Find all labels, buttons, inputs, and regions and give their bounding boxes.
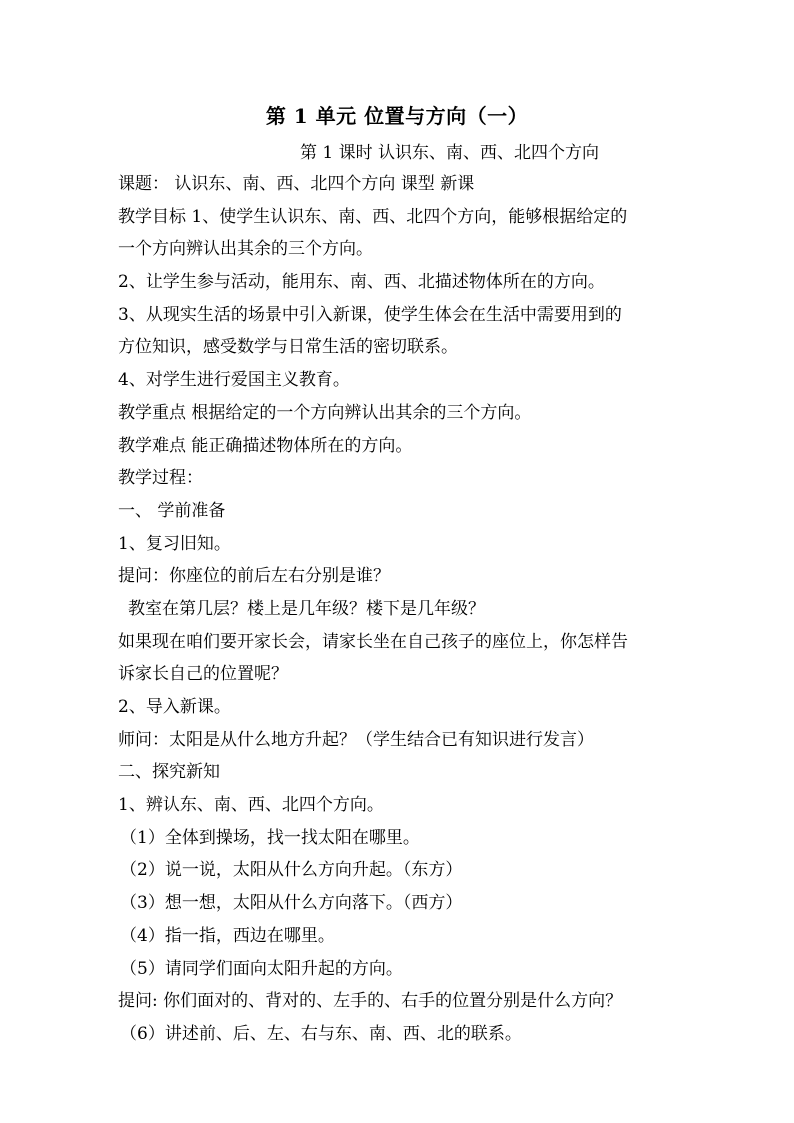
review-heading: 1、复习旧知。: [118, 533, 231, 554]
process-heading: 教学过程：: [118, 468, 203, 489]
lesson-subtitle: 第 1 课时 认识东、南、西、北四个方向: [300, 143, 600, 163]
parent-meeting-line-1: 如果现在咱们要开家长会，请家长坐在自己孩子的座位上，你怎样告: [118, 631, 628, 652]
parent-meeting-line-2: 诉家长自己的位置呢？: [118, 664, 288, 685]
teacher-question-line: 师问：太阳是从什么地方升起？（学生结合已有知识进行发言）: [118, 729, 594, 750]
step-4-line: （4）指一指，西边在哪里。: [120, 925, 335, 946]
document-body: [118, 168, 688, 1051]
objective-item-4: 4、对学生进行爱国主义教育。: [118, 370, 350, 391]
facing-question-line: 提问: 你们面对的、背对的、左手的、右手的位置分别是什么方向？: [118, 991, 623, 1012]
identify-directions-heading: 1、辨认东、南、西、北四个方向。: [118, 795, 384, 816]
objective-line-1: 教学目标 1、使学生认识东、南、西、北四个方向，能够根据给定的: [118, 206, 628, 227]
key-point-line: 教学重点 根据给定的一个方向辨认出其余的三个方向。: [118, 402, 532, 423]
step-3-line: （3）想一想，太阳从什么方向落下。（西方）: [120, 893, 463, 914]
objective-line-2: 一个方向辨认出其余的三个方向。: [118, 239, 373, 260]
unit-title: 第 1 单元 位置与方向（一）: [265, 104, 529, 128]
objective-item-3-line-1: 3、从现实生活的场景中引入新课，使学生体会在生活中需要用到的: [118, 304, 622, 325]
step-5-line: （5）请同学们面向太阳升起的方向。: [120, 958, 403, 979]
question-line-2: 教室在第几层？楼上是几年级？楼下是几年级？: [128, 598, 485, 619]
step-6-line: （6）讲述前、后、左、右与东、南、西、北的联系。: [120, 1023, 522, 1044]
section-heading-explore: 二、探究新知: [118, 762, 220, 783]
intro-heading: 2、导入新课。: [118, 697, 231, 717]
difficulty-line: 教学难点 能正确描述物体所在的方向。: [118, 435, 413, 456]
topic-line: 课题： 认识东、南、西、北四个方向 课型 新课: [118, 174, 475, 194]
section-heading-prep: 一、 学前准备: [118, 500, 226, 521]
step-2-line: （2）说一说，太阳从什么方向升起。（东方）: [120, 860, 463, 881]
objective-item-3-line-2: 方位知识，感受数学与日常生活的密切联系。: [118, 337, 458, 358]
step-1-line: （1）全体到操场，找一找太阳在哪里。: [120, 827, 420, 848]
objective-item-2: 2、让学生参与活动，能用东、南、西、北描述物体所在的方向。: [118, 272, 605, 293]
question-line-1: 提问：你座位的前后左右分别是谁？: [118, 566, 390, 587]
